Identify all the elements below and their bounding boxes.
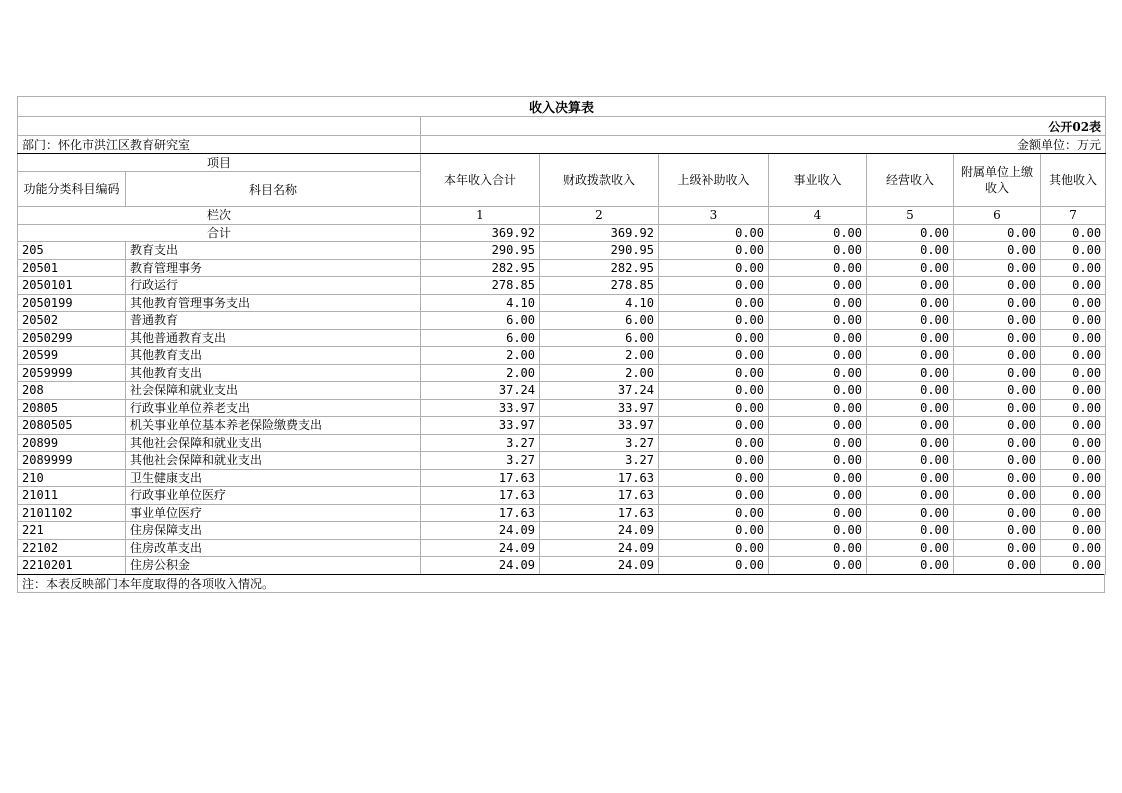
amount-cell: 0.00	[659, 434, 769, 452]
amount-cell: 0.00	[659, 277, 769, 295]
amount-cell: 0.00	[867, 382, 954, 400]
header-col-1: 本年收入合计	[421, 154, 540, 207]
amount-cell: 3.27	[421, 452, 540, 470]
unit-label: 金额单位：万元	[421, 136, 1106, 154]
amount-cell: 0.00	[867, 399, 954, 417]
amount-cell: 0.00	[867, 364, 954, 382]
amount-cell: 0.00	[954, 399, 1041, 417]
amount-cell: 0.00	[954, 452, 1041, 470]
amount-cell: 0.00	[867, 504, 954, 522]
amount-cell: 0.00	[1041, 469, 1106, 487]
amount-cell: 0.00	[867, 329, 954, 347]
subject-name: 事业单位医疗	[126, 504, 421, 522]
amount-cell: 0.00	[769, 487, 867, 505]
amount-cell: 0.00	[659, 294, 769, 312]
index-number: 3	[659, 207, 769, 225]
subject-code: 208	[18, 382, 126, 400]
amount-cell: 2.00	[421, 364, 540, 382]
index-number: 5	[867, 207, 954, 225]
amount-cell: 0.00	[954, 347, 1041, 365]
amount-cell: 0.00	[769, 452, 867, 470]
table-row	[18, 539, 1106, 557]
table-row	[18, 557, 1106, 575]
amount-cell: 4.10	[421, 294, 540, 312]
amount-cell: 17.63	[540, 469, 659, 487]
amount-cell: 0.00	[954, 539, 1041, 557]
amount-cell: 0.00	[1041, 329, 1106, 347]
amount-cell: 17.63	[421, 469, 540, 487]
amount-cell: 0.00	[769, 417, 867, 435]
table-row	[18, 522, 1106, 540]
table-row	[18, 434, 1106, 452]
amount-cell: 37.24	[540, 382, 659, 400]
amount-cell: 0.00	[954, 329, 1041, 347]
header-item: 项目	[18, 154, 421, 172]
subject-name: 社会保障和就业支出	[126, 382, 421, 400]
table-row	[18, 399, 1106, 417]
amount-cell: 290.95	[421, 242, 540, 260]
subject-name: 其他教育支出	[126, 347, 421, 365]
amount-cell: 0.00	[659, 312, 769, 330]
amount-cell: 24.09	[540, 522, 659, 540]
total-value: 0.00	[867, 224, 954, 242]
subject-code: 20502	[18, 312, 126, 330]
amount-cell: 33.97	[540, 399, 659, 417]
header-col-6: 附属单位上缴收入	[954, 154, 1041, 207]
amount-cell: 2.00	[540, 347, 659, 365]
table-row	[18, 469, 1106, 487]
amount-cell: 0.00	[659, 382, 769, 400]
amount-cell: 0.00	[1041, 522, 1106, 540]
amount-cell: 6.00	[540, 312, 659, 330]
subject-name: 其他社会保障和就业支出	[126, 434, 421, 452]
amount-cell: 0.00	[954, 242, 1041, 260]
subject-code: 20805	[18, 399, 126, 417]
subject-code: 22102	[18, 539, 126, 557]
amount-cell: 0.00	[867, 539, 954, 557]
total-value: 369.92	[421, 224, 540, 242]
table-row	[18, 277, 1106, 295]
department-label: 部门：怀化市洪江区教育研究室	[18, 136, 421, 154]
amount-cell: 0.00	[769, 364, 867, 382]
amount-cell: 0.00	[659, 417, 769, 435]
amount-cell: 290.95	[540, 242, 659, 260]
amount-cell: 0.00	[1041, 347, 1106, 365]
amount-cell: 0.00	[769, 329, 867, 347]
total-value: 0.00	[1041, 224, 1106, 242]
table-row	[18, 329, 1106, 347]
amount-cell: 3.27	[421, 434, 540, 452]
subject-code: 21011	[18, 487, 126, 505]
amount-cell: 0.00	[954, 487, 1041, 505]
amount-cell: 0.00	[659, 557, 769, 575]
amount-cell: 24.09	[421, 522, 540, 540]
amount-cell: 0.00	[1041, 382, 1106, 400]
amount-cell: 24.09	[421, 539, 540, 557]
subject-name: 普通教育	[126, 312, 421, 330]
amount-cell: 0.00	[769, 347, 867, 365]
amount-cell: 0.00	[659, 259, 769, 277]
amount-cell: 0.00	[769, 522, 867, 540]
amount-cell: 0.00	[867, 294, 954, 312]
amount-cell: 0.00	[867, 557, 954, 575]
subject-code: 2101102	[18, 504, 126, 522]
subject-name: 教育支出	[126, 242, 421, 260]
amount-cell: 0.00	[659, 242, 769, 260]
table-row	[18, 347, 1106, 365]
amount-cell: 0.00	[867, 469, 954, 487]
amount-cell: 0.00	[769, 242, 867, 260]
amount-cell: 0.00	[769, 277, 867, 295]
amount-cell: 0.00	[954, 382, 1041, 400]
amount-cell: 3.27	[540, 434, 659, 452]
amount-cell: 0.00	[867, 347, 954, 365]
amount-cell: 0.00	[954, 294, 1041, 312]
header-col-7: 其他收入	[1041, 154, 1106, 207]
amount-cell: 0.00	[1041, 504, 1106, 522]
amount-cell: 0.00	[1041, 452, 1106, 470]
amount-cell: 0.00	[769, 539, 867, 557]
amount-cell: 0.00	[769, 312, 867, 330]
amount-cell: 0.00	[954, 417, 1041, 435]
amount-cell: 0.00	[954, 469, 1041, 487]
amount-cell: 0.00	[954, 557, 1041, 575]
amount-cell: 0.00	[867, 312, 954, 330]
amount-cell: 0.00	[867, 487, 954, 505]
header-name: 科目名称	[126, 172, 421, 207]
subject-code: 221	[18, 522, 126, 540]
table-row	[18, 242, 1106, 260]
subject-code: 2050299	[18, 329, 126, 347]
amount-cell: 0.00	[659, 347, 769, 365]
amount-cell: 33.97	[421, 417, 540, 435]
header-col-5: 经营收入	[867, 154, 954, 207]
amount-cell: 0.00	[867, 277, 954, 295]
amount-cell: 6.00	[421, 312, 540, 330]
subject-code: 20599	[18, 347, 126, 365]
subject-name: 教育管理事务	[126, 259, 421, 277]
subject-code: 2080505	[18, 417, 126, 435]
index-label: 栏次	[18, 207, 421, 225]
header-code: 功能分类科目编码	[18, 172, 126, 207]
subject-code: 2050101	[18, 277, 126, 295]
subject-name: 卫生健康支出	[126, 469, 421, 487]
table-row	[18, 382, 1106, 400]
amount-cell: 0.00	[659, 504, 769, 522]
amount-cell: 2.00	[421, 347, 540, 365]
amount-cell: 0.00	[659, 399, 769, 417]
amount-cell: 0.00	[1041, 294, 1106, 312]
amount-cell: 0.00	[769, 469, 867, 487]
amount-cell: 0.00	[867, 434, 954, 452]
table-note: 注：本表反映部门本年度取得的各项收入情况。	[18, 574, 1105, 592]
amount-cell: 0.00	[1041, 539, 1106, 557]
index-number: 7	[1041, 207, 1106, 225]
subject-name: 其他教育支出	[126, 364, 421, 382]
total-value: 369.92	[540, 224, 659, 242]
amount-cell: 0.00	[659, 487, 769, 505]
index-number: 6	[954, 207, 1041, 225]
amount-cell: 33.97	[421, 399, 540, 417]
subject-name: 住房保障支出	[126, 522, 421, 540]
amount-cell: 0.00	[659, 539, 769, 557]
subject-name: 行政事业单位医疗	[126, 487, 421, 505]
amount-cell: 24.09	[421, 557, 540, 575]
amount-cell: 0.00	[867, 452, 954, 470]
subject-code: 20501	[18, 259, 126, 277]
subject-code: 205	[18, 242, 126, 260]
amount-cell: 0.00	[1041, 417, 1106, 435]
amount-cell: 0.00	[1041, 399, 1106, 417]
subject-name: 行政运行	[126, 277, 421, 295]
amount-cell: 0.00	[954, 277, 1041, 295]
table-row	[18, 487, 1106, 505]
amount-cell: 0.00	[769, 504, 867, 522]
subject-name: 其他教育管理事务支出	[126, 294, 421, 312]
amount-cell: 17.63	[540, 487, 659, 505]
amount-cell: 0.00	[867, 522, 954, 540]
amount-cell: 0.00	[1041, 277, 1106, 295]
subject-name: 机关事业单位基本养老保险缴费支出	[126, 417, 421, 435]
amount-cell: 0.00	[769, 557, 867, 575]
amount-cell: 0.00	[954, 522, 1041, 540]
table-row	[18, 312, 1106, 330]
amount-cell: 0.00	[954, 312, 1041, 330]
amount-cell: 0.00	[1041, 364, 1106, 382]
amount-cell: 0.00	[1041, 434, 1106, 452]
header-col-3: 上级补助收入	[659, 154, 769, 207]
subject-code: 2059999	[18, 364, 126, 382]
amount-cell: 24.09	[540, 539, 659, 557]
amount-cell: 37.24	[421, 382, 540, 400]
amount-cell: 0.00	[1041, 557, 1106, 575]
table-row	[18, 294, 1106, 312]
amount-cell: 0.00	[1041, 312, 1106, 330]
amount-cell: 0.00	[1041, 259, 1106, 277]
amount-cell: 2.00	[540, 364, 659, 382]
table-row	[18, 259, 1106, 277]
table-row	[18, 452, 1106, 470]
subject-name: 其他普通教育支出	[126, 329, 421, 347]
income-table	[17, 96, 1106, 575]
amount-cell: 0.00	[1041, 487, 1106, 505]
table-row	[18, 504, 1106, 522]
amount-cell: 0.00	[659, 364, 769, 382]
amount-cell: 3.27	[540, 452, 659, 470]
note-table	[17, 574, 1105, 593]
subject-name: 其他社会保障和就业支出	[126, 452, 421, 470]
amount-cell: 0.00	[769, 434, 867, 452]
amount-cell: 0.00	[659, 469, 769, 487]
index-number: 2	[540, 207, 659, 225]
amount-cell: 24.09	[540, 557, 659, 575]
amount-cell: 17.63	[540, 504, 659, 522]
amount-cell: 6.00	[421, 329, 540, 347]
amount-cell: 0.00	[954, 259, 1041, 277]
subject-name: 行政事业单位养老支出	[126, 399, 421, 417]
amount-cell: 33.97	[540, 417, 659, 435]
amount-cell: 17.63	[421, 504, 540, 522]
subject-code: 210	[18, 469, 126, 487]
header-col-2: 财政拨款收入	[540, 154, 659, 207]
subject-code: 2050199	[18, 294, 126, 312]
amount-cell: 0.00	[867, 242, 954, 260]
amount-cell: 0.00	[954, 504, 1041, 522]
amount-cell: 0.00	[769, 259, 867, 277]
header-col-4: 事业收入	[769, 154, 867, 207]
amount-cell: 0.00	[954, 364, 1041, 382]
amount-cell: 278.85	[421, 277, 540, 295]
amount-cell: 0.00	[954, 434, 1041, 452]
amount-cell: 0.00	[769, 399, 867, 417]
subject-code: 20899	[18, 434, 126, 452]
amount-cell: 6.00	[540, 329, 659, 347]
amount-cell: 0.00	[867, 259, 954, 277]
subject-code: 2089999	[18, 452, 126, 470]
blank-cell	[18, 117, 421, 136]
amount-cell: 0.00	[769, 382, 867, 400]
amount-cell: 4.10	[540, 294, 659, 312]
index-number: 4	[769, 207, 867, 225]
total-value: 0.00	[769, 224, 867, 242]
total-value: 0.00	[659, 224, 769, 242]
subject-code: 2210201	[18, 557, 126, 575]
amount-cell: 0.00	[659, 329, 769, 347]
table-row	[18, 364, 1106, 382]
index-number: 1	[421, 207, 540, 225]
table-row	[18, 417, 1106, 435]
amount-cell: 17.63	[421, 487, 540, 505]
table-title: 收入决算表	[18, 97, 1106, 117]
amount-cell: 0.00	[867, 417, 954, 435]
income-statement-sheet	[17, 96, 1105, 593]
form-code: 公开02表	[421, 117, 1106, 136]
amount-cell: 278.85	[540, 277, 659, 295]
amount-cell: 0.00	[659, 522, 769, 540]
amount-cell: 0.00	[1041, 242, 1106, 260]
subject-name: 住房改革支出	[126, 539, 421, 557]
total-value: 0.00	[954, 224, 1041, 242]
amount-cell: 282.95	[540, 259, 659, 277]
amount-cell: 0.00	[769, 294, 867, 312]
subject-name: 住房公积金	[126, 557, 421, 575]
amount-cell: 282.95	[421, 259, 540, 277]
amount-cell: 0.00	[659, 452, 769, 470]
total-label: 合计	[18, 224, 421, 242]
